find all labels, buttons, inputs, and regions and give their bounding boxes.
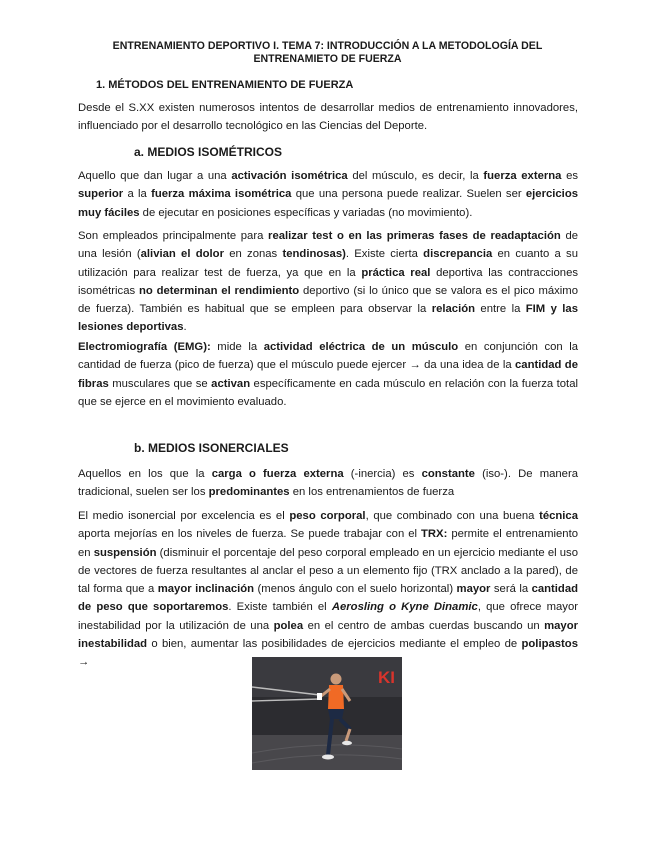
athlete-head	[331, 674, 342, 685]
paragraph-electromiografia: Electromiografía (EMG): mide la actividad eléctrica de un músculo en conjunción con la cantidad de fuerza (pico de fuerza) que el músculo puede ejercer → da una idea de la cantidad de fibras musculares que se activan específicamente en cada músculo en relación con la fuerza total que se ejerce en el movimiento evaluado.	[78, 341, 579, 408]
section-heading-metodos: 1. MÉTODOS DEL ENTRENAMIENTO DE FUERZA	[96, 79, 354, 91]
wall-sign-text: KI	[378, 668, 395, 687]
aerosling-illustration	[252, 657, 402, 770]
subheading-isonerciales: b. MEDIOS ISONERCIALES	[134, 441, 289, 455]
paragraph-isonerciales-definicion: Aquellos en los que la carga o fuerza externa (-inercia) es constante (iso-). De manera tradicional, suelen ser los predominantes en los entrenamientos de fuerza	[78, 468, 578, 499]
paragraph-peso-corporal: El medio isonercial por excelencia es el peso corporal, que combinado con una buena técnica aporta mejorías en los niveles de fuerza. Se puede trabajar con el TRX: permite el entrenamiento en suspensión (disminuir el porcentaje del peso corporal empleado en un ejercicio mediante el uso de vectores de fuerza resultantes al anclar el peso a un elemento fijo (TRX anclado a la pared), de tal forma que a mayor inclinación (menos ángulo con el suelo horizontal) mayor será la cantidad de peso que soportaremos. Existe también el Aerosling o Kyne Dinamic, que ofrece mayor inestabilidad por la utilización de una polea en el centro de ambas cuerdas buscando un mayor inestabilidad o bien, aumentar las posibilidades de ejercicios mediante el empleo de polipastos →	[78, 510, 579, 669]
subheading-isometricos: a. MEDIOS ISOMÉTRICOS	[134, 145, 283, 159]
paragraph-isometricos-uso: Son empleados principalmente para realizar test o en las primeras fases de readaptación de una lesión (alivian el dolor en zonas tendinosas). Existe cierta discrepancia en cuanto a su utilización para realizar test de fuerza, ya que en la práctica real deportiva las contracciones isométricas no determinan el rendimiento deportivo (si lo único que se valora es el pico máximo de fuerza). También es habitual que se empleen para observar la relación entre la FIM y las lesiones deportivas.	[78, 230, 579, 334]
paragraph-isometricos-definicion: Aquello que dan lugar a una activación isométrica del músculo, es decir, la fuerza externa es superior a la fuerza máxima isométrica que una persona puede realizar. Suelen ser ejercicios muy fáciles de ejecutar en posiciones específicas y variadas (no movimiento).	[78, 170, 579, 219]
athlete-shirt	[328, 685, 344, 709]
document-title: ENTRENAMIENTO DEPORTIVO I. TEMA 7: INTRODUCCIÓN A LA METODOLOGÍA DEL ENTRENAMIETO DE FUERZA	[112, 40, 543, 65]
intro-paragraph: Desde el S.XX existen numerosos intentos de desarrollar medios de entrenamiento innovadores, influenciado por el desarrollo tecnológico en las Ciencias del Deporte.	[78, 102, 578, 133]
aerosling-training-photo	[252, 657, 402, 770]
